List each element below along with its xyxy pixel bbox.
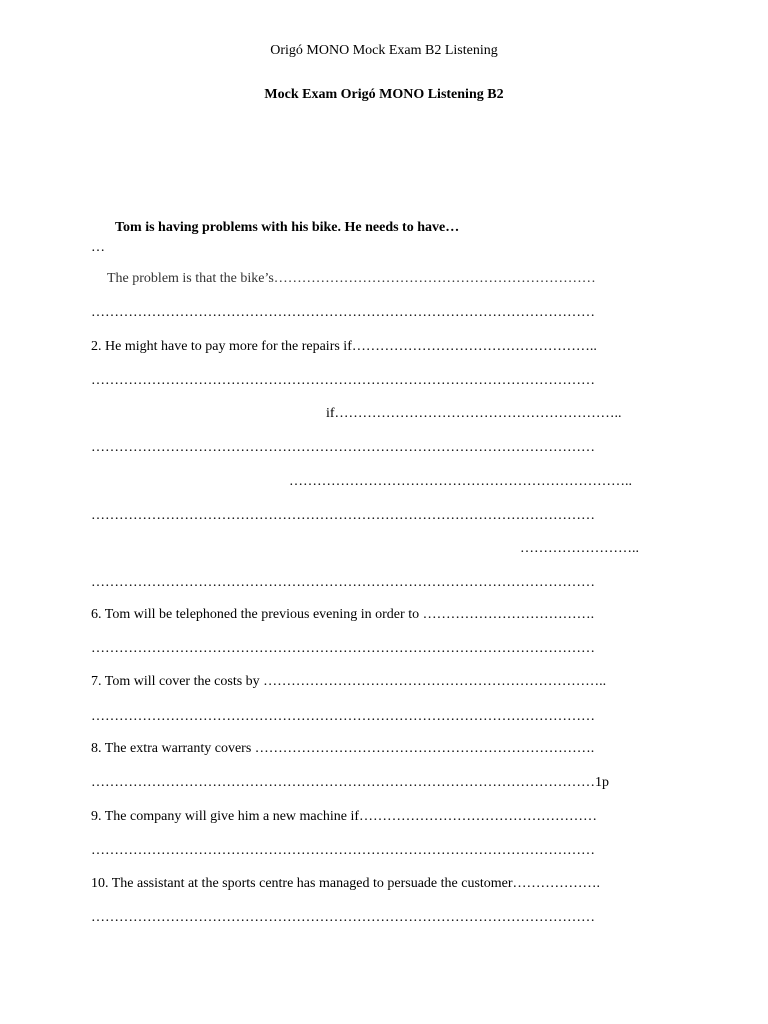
question-3: if…………………………………………………….. xyxy=(326,406,622,421)
intro-lead-tail: … xyxy=(91,240,105,255)
question-6: 6. Tom will be telephoned the previous evening in order to ………………………………. xyxy=(91,607,595,622)
intro-lead: Tom is having problems with his bike. He needs to have… xyxy=(115,220,460,235)
question-1: The problem is that the bike’s…………………………………………………………… xyxy=(107,271,596,286)
answer-line-10: ……………………………………………………………………………………………… xyxy=(91,910,595,925)
question-4: ……………………………………………………………….. xyxy=(289,474,632,489)
question-5: …………………….. xyxy=(520,541,639,556)
question-10: 10. The assistant at the sports centre has managed to persuade the customer………………. xyxy=(91,876,601,891)
question-8: 8. The extra warranty covers ………………………………………………………………. xyxy=(91,741,595,756)
question-2: 2. He might have to pay more for the repairs if…………………………………………….. xyxy=(91,339,597,354)
answer-line-2: ……………………………………………………………………………………………… xyxy=(91,373,595,388)
answer-line-8: ………………………………………………………………………………………………1p xyxy=(91,775,609,790)
answer-line-1: ……………………………………………………………………………………………… xyxy=(91,305,595,320)
question-7: 7. Tom will cover the costs by ……………………………………………………………….. xyxy=(91,674,607,689)
answer-line-5: ……………………………………………………………………………………………… xyxy=(91,575,595,590)
answer-line-6: ……………………………………………………………………………………………… xyxy=(91,641,595,656)
answer-line-9: ……………………………………………………………………………………………… xyxy=(91,843,595,858)
answer-line-4: ……………………………………………………………………………………………… xyxy=(91,508,595,523)
answer-line-7: ……………………………………………………………………………………………… xyxy=(91,709,595,724)
answer-line-3: ……………………………………………………………………………………………… xyxy=(91,440,595,455)
main-title: Mock Exam Origó MONO Listening B2 xyxy=(264,87,504,102)
question-9: 9. The company will give him a new machine if…………………………………………… xyxy=(91,809,598,824)
running-title: Origó MONO Mock Exam B2 Listening xyxy=(270,43,498,58)
